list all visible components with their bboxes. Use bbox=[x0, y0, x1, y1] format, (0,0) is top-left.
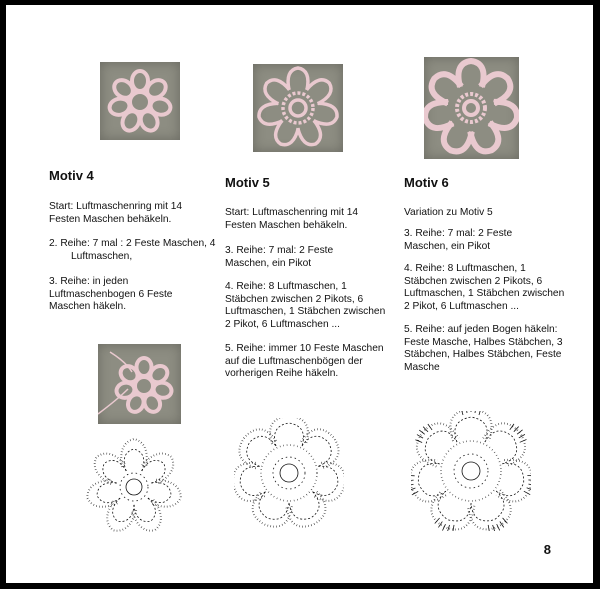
motif4-photo bbox=[100, 62, 180, 140]
motif5-step-4: 4. Reihe: 8 Luftmaschen, 1 Stäbchen zwischen 2 Pikots, 6 Luftmaschen, 1 Stäbchen zwischen 2 Pikot, 6 Luftmaschen ... bbox=[225, 281, 386, 330]
motif4-photo-with-yarn bbox=[98, 344, 181, 424]
motif5-step-5: 5. Reihe: immer 10 Feste Maschen auf die Luftmaschenbögen der vorherigen Reihe häkeln. bbox=[225, 343, 384, 380]
motif4-chart-diagram bbox=[84, 437, 184, 537]
motif6-chart-diagram bbox=[411, 411, 531, 531]
motif6-photo bbox=[424, 57, 519, 159]
motif6-step-4: 4. Reihe: 8 Luftmaschen, 1 Stäbchen zwischen 2 Pikots, 6 Luftmaschen, 1 Stäbchen zwischen 2 Pikot, 6 Luftmaschen ... bbox=[404, 263, 565, 312]
motif5-chart-diagram bbox=[234, 418, 344, 528]
page-number: 8 bbox=[543, 542, 551, 557]
motif4-flower-image bbox=[100, 62, 180, 140]
motif5-step-start: Start: Luftmaschenring mit 14 Festen Maschen behäkeln. bbox=[225, 207, 359, 231]
motif4-step-3: 3. Reihe: in jeden Luftmaschenbogen 6 Feste Maschen häkeln. bbox=[49, 276, 173, 313]
motif5-photo bbox=[253, 64, 343, 152]
motif5-flower-image bbox=[253, 64, 343, 152]
motif4-step-start: Start: Luftmaschenring mit 14 Festen Maschen behäkeln. bbox=[49, 201, 183, 225]
motif4-step-2: 2. Reihe: 7 mal : 2 Feste Maschen, 4 Luftmaschen, bbox=[49, 238, 216, 262]
motif6-title: Motiv 6 bbox=[404, 175, 449, 190]
motif6-variation-note: Variation zu Motiv 5 bbox=[404, 207, 493, 218]
motif4-title: Motiv 4 bbox=[49, 168, 94, 183]
motif4-yarn-image bbox=[98, 344, 181, 424]
motif6-flower-image bbox=[424, 57, 519, 159]
motif5-step-3: 3. Reihe: 7 mal: 2 Feste Maschen, ein Pikot bbox=[225, 245, 334, 269]
motif5-title: Motiv 5 bbox=[225, 175, 270, 190]
motif6-step-3: 3. Reihe: 7 mal: 2 Feste Maschen, ein Pikot bbox=[404, 228, 513, 252]
page bbox=[6, 5, 593, 583]
motif6-step-5: 5. Reihe: auf jeden Bogen häkeln: Feste Masche, Halbes Stäbchen, 3 Stäbchen, Halbes Stäbchen, Feste Masche bbox=[404, 324, 563, 373]
